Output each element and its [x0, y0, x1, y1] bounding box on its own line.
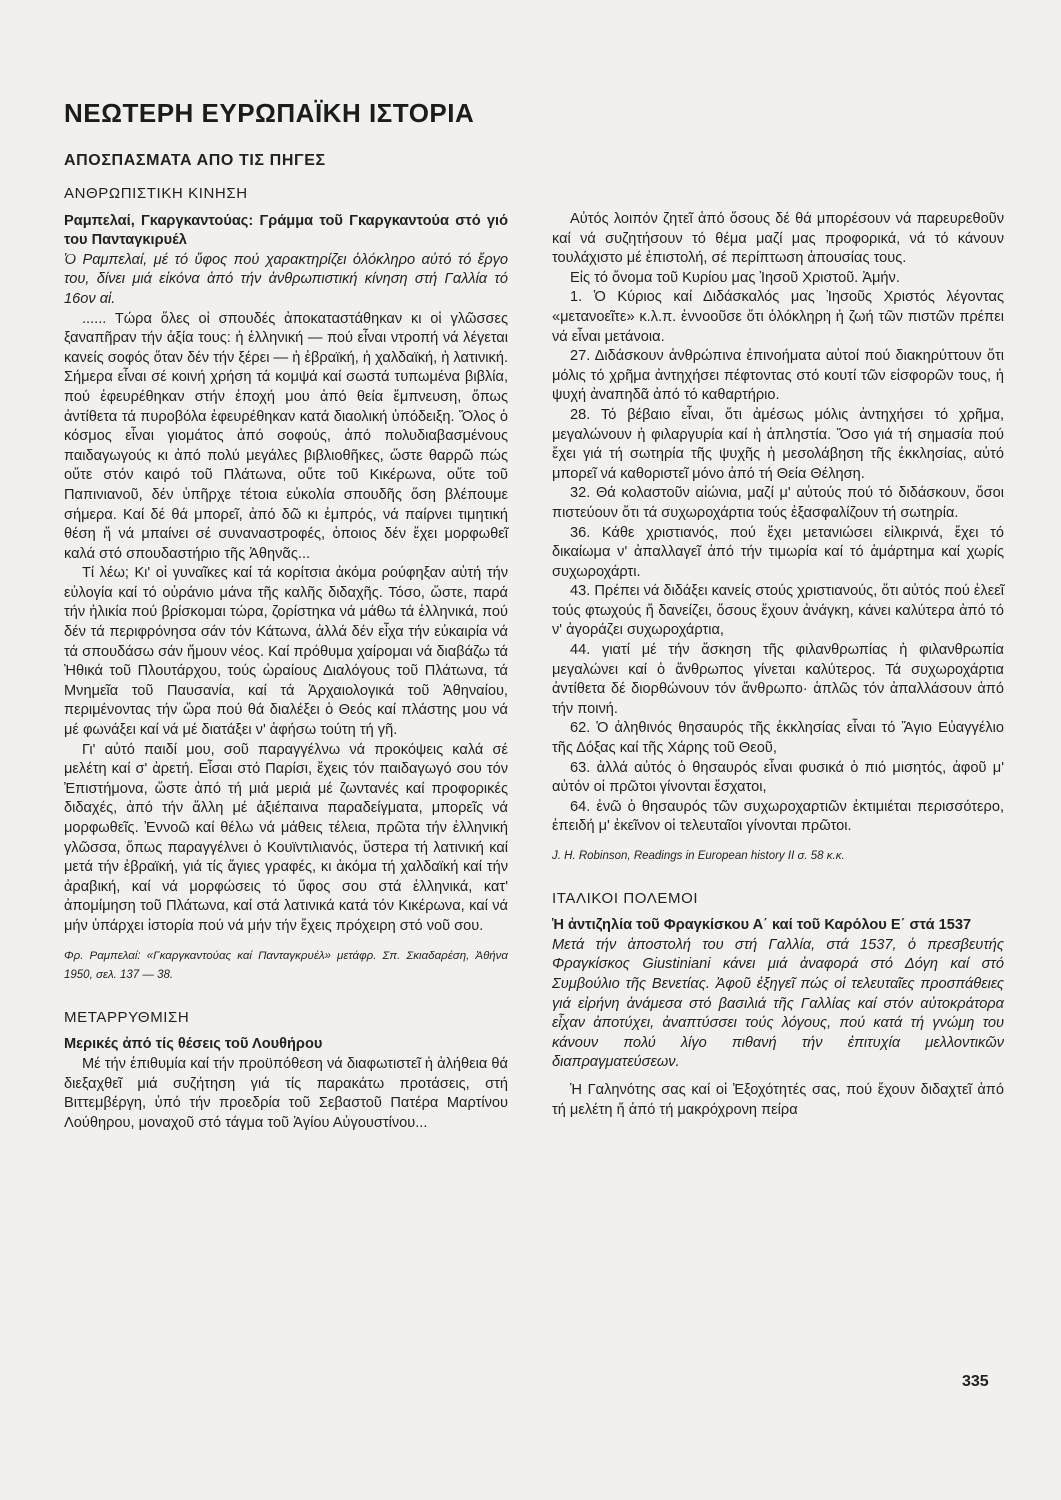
thesis-item: 43. Πρέπει νά διδάξει κανείς στούς χριστιανούς, ὅτι αὐτός πού ἐλεεῖ τούς φτωχούς ἤ δανείζει, ὅσους ἔχουν ἀνάγκη, κάνει καλύτερα ἀπό τό ν' ἀγοράζει συχωροχάρτια, — [552, 583, 1004, 639]
citation-robinson: J. H. Robinson, Readings in European history II σ. 58 κ.κ. — [552, 850, 845, 862]
left-column — [64, 184, 508, 1133]
thesis-item: 36. Κάθε χριστιανός, πού ἔχει μετανιώσει εἰλικρινά, ἔχει τό δικαίωμα ν' ἀπαλλαγεῖ ἀπό τήν τιμωρία καί τό ἁμάρτημα καί χωρίς συχωροχάρτι. — [552, 524, 1004, 580]
right-column — [552, 210, 1004, 1120]
spacer — [552, 1073, 1004, 1081]
source-intro-rabelais: Ὁ Ραμπελαί, μέ τό ὕφος πού χαρακτηρίζει ὁλόκληρο αὐτό τό ἔργο του, δίνει μιά εἰκόνα ἀπό τήν ἀνθρωπιστική κίνηση στή Γαλλία τό 16ον αἱ. — [64, 251, 508, 307]
paragraph: Γι' αὐτό παιδί μου, σοῦ παραγγέλνω νά προκόψεις καλά σέ μελέτη καί σ' ἀρετή. Εἶσαι στό Παρίσι, ἔχεις τόν παιδαγωγό σου τόν Ἐπιστήμονα, ὥστε ἀπό τή μιά μεριά μέ ζωντανές καί προφορικές διδαχές, ἀπό τήν ἄλλη μέ ἀξιέπαινα παραδείγματα, μπορεῖς νά μορφωθεῖς. Ἐννοῶ καί θέλω νά μάθεις τέλεια, πρῶτα τήν ἑλληνική γλῶσσα, ὅπως παραγγέλνει ὁ Κουϊντιλιανός, ὕστερα τή λατινική καί μετά τήν ἑβραϊκή, γιά τίς ἅγιες γραφές, κι ἀκόμα τή χαλδαϊκή καί τήν ἀραβική, καί νά μορφώσεις τό ὕφος σου στά ἑλληνικά, κατ' ἀπομίμηση τοῦ Πλάτωνα, καί στά λατινικά κατά τόν Κικέρωνα, καί νά μήν ὑπάρχει ἱστορία πού νά μήν τήν ἔχεις πρόχειρη στό νοῦ σου. — [64, 741, 508, 934]
thesis-item: 63. ἀλλά αὐτός ὁ θησαυρός εἶναι φυσικά ὁ πιό μισητός, ἀφοῦ μ' αὐτόν οἱ πρῶτοι γίνονται ἔσχατοι, — [552, 759, 1004, 796]
source-title-rabelais: Ραμπελαί, Γκαργκαντούας: Γράμμα τοῦ Γκαργκαντούα στό γιό του Πανταγκιρυέλ — [64, 212, 508, 249]
source-intro-giustiniani: Μετά τήν ἀποστολή του στή Γαλλία, στά 1537, ὁ πρεσβευτής Φραγκίσκος Giustiniani κάνει μιά ἀναφορά στό Δόγη καί στό Συμβούλιο τῆς Βενετίας. Ἀφοῦ ἐξηγεῖ πώς οἱ τελευταῖες προσπάθειες γιά εἰρήνη ἀνάμεσα στό βασιλιά τῆς Γαλλίας καί στόν αὐτοκράτορα εἶχαν ἀποτύχει, ἀναπτύσσει τούς λόγους, πού κατά τή γνώμη του κάνουν πολύ λίγο πιθανή τήν ἐπιτυχία μελλοντικῶν διαπραγματεύσεων. — [552, 936, 1004, 1071]
section-heading-italian-wars: ΙΤΑΛΙΚΟΙ ΠΟΛΕΜΟΙ — [552, 889, 699, 907]
thesis-item: 28. Τό βέβαιο εἶναι, ὅτι ἀμέσως μόλις ἀντηχήσει τό χρῆμα, μεγαλώνουν ἡ φιλαργυρία καί ἡ ἀπληστία. Ὅσο γιά τή σημασία πού ἔχει γιά τή σωτηρία τῆς ψυχῆς ἡ μεσολάβηση τῆς ἐκκλησίας, αὐτό μπορεῖ νά καθοριστεῖ μόνο ἀπό τή Θεία Θέληση. — [552, 406, 1004, 482]
thesis-item: 44. γιατί μέ τήν ἄσκηση τῆς φιλανθρωπίας ἡ φιλανθρωπία μεγαλώνει καί ὁ ἄνθρωπος γίνεται καλύτερος. Τά συχωροχάρτια ἀντίθετα δέ διορθώνουν τόν ἄνθρωπο· ἁπλῶς τόν ἀπαλλάσουν ἀπό τήν ποινή. — [552, 642, 1004, 717]
thesis-item: 1. Ὁ Κύριος καί Διδάσκαλός μας Ἰησοῦς Χριστός λέγοντας «μετανοεῖτε» κ.λ.π. ἐννοοῦσε ὅτι ὁλόκληρη ἡ ζωή τῶν πιστῶν πρέπει νά εἶναι μετάνοια. — [552, 289, 1004, 345]
citation-rabelais: Φρ. Ραμπελαί: «Γκαργκαντούας καί Πανταγκρυέλ» μετάφρ. Σπ. Σκιαδαρέση, Ἀθήνα 1950, σελ. 137 — 38. — [64, 949, 508, 982]
page-title: ΝΕΩΤΕΡΗ ΕΥΡΩΠΑΪΚΗ ΙΣΤΟΡΙΑ — [64, 98, 475, 128]
paragraph: Μέ τήν ἐπιθυμία καί τήν προϋπόθεση νά διαφωτιστεῖ ἡ ἀλήθεια θά διεξαχθεῖ μιά συζήτηση γιά τίς παρακάτω προτάσεις, στή Βιττεμβέργη, ὑπό τήν προεδρία τοῦ Σεβαστοῦ Πατέρα Μαρτίνου Λούθηρου, μοναχοῦ στό τάγμα τοῦ Ἁγίου Αὐγουστίνου... — [64, 1055, 508, 1131]
section-heading-reformation: ΜΕΤΑΡΡΥΘΜΙΣΗ — [64, 1008, 190, 1026]
paragraph: ...... Τώρα ὅλες οἱ σπουδές ἀποκαταστάθηκαν κι οἱ γλῶσσες ξαναπῆραν τήν ἀξία τους: ἡ ἑλληνική — πού εἶναι ντροπή νά λέγεται κανείς σοφός ὅταν δέν τήν ξέρει — ἡ ἑβραϊκή, ἡ χαλδαϊκή, ἡ λατινική. Σήμερα εἶναι σέ κοινή χρήση τά κομψά καί σωστά τυπωμένα βιβλία, πού ἐφευρέθηκαν στήν ἐποχή μου ἀπό θεία ἔμπνευση, ὅπως ἀντίθετα τά πυροβόλα ἐφευρέθηκαν κατά διαολική ὑπόδειξη. Ὅλος ὁ κόσμος εἶναι γιομάτος ἀπό σοφούς, ἀπό πολυδιαβασμένους παιδαγωγούς κι ἀπό πολύ μεγάλες βιβλιοθῆκες, ὥστε θαρρῶ πώς οὔτε στόν καιρό τοῦ Πλάτωνα, οὔτε τοῦ Κικέρωνα, οὔτε τοῦ Παπινιανοῦ, δέν ὑπῆρχε τέτοια εὐκολία σπουδῆς ὅση βλέπουμε σήμερα. Καί δέ θά μπορεῖ, ἀπό δῶ κι ἐμπρός, νά παίρνει τιμητική θέση ἤ νά μπαίνει σέ συναναστροφές, ὁποιος δέν ἔχει μορφωθεῖ καλά στό σπουδαστήριο τῆς Ἀθηνᾶς... — [64, 310, 508, 562]
paragraph: Εἰς τό ὄνομα τοῦ Κυρίου μας Ἰησοῦ Χριστοῦ. Ἀμήν. — [570, 269, 900, 286]
thesis-item: 64. ἐνῶ ὁ θησαυρός τῶν συχωροχαρτιῶν ἐκτιμιέται περισσότερο, ἐπειδή μ' ἐκεῖνον οἱ τελευταῖοι γίνονται πρῶτοι. — [552, 798, 1004, 835]
section-heading-humanism: ΑΝΘΡΩΠΙΣΤΙΚΗ ΚΙΝΗΣΗ — [64, 185, 248, 202]
thesis-item: 32. Θά κολαστοῦν αἰώνια, μαζί μ' αὐτούς πού τό διδάσκουν, ὅσοι πιστεύουν ὅτι τά συχωροχάρτια τούς ἐξασφαλίζουν τή σωτηρία. — [552, 485, 1004, 521]
source-title-francis-charles: Ἡ ἀντιζηλία τοῦ Φραγκίσκου Α΄ καί τοῦ Καρόλου Ε΄ στά 1537 — [552, 917, 972, 934]
thesis-item: 27. Διδάσκουν ἀνθρώπινα ἐπινοήματα αὐτοί πού διακηρύττουν ὅτι μόλις τό χρῆμα ἀντηχήσει πέφτοντας στό κουτί τῶν εἰσφορῶν τους, ἡ ψυχή ἀναπηδᾶ ἀπό τό καθαρτήριο. — [552, 348, 1004, 404]
paragraph: Ἡ Γαληνότης σας καί οἱ Ἐξοχότητές σας, πού ἔχουν διδαχτεῖ ἀπό τή μελέτη ἤ ἀπό τή μακρόχρονη πείρα — [552, 1081, 1004, 1118]
thesis-item: 62. Ὁ ἀληθινός θησαυρός τῆς ἐκκλησίας εἶναι τό Ἅγιο Εὐαγγέλιο τῆς Δόξας καί τῆς Χάρης τοῦ Θεοῦ, — [552, 720, 1004, 757]
page-subtitle: ΑΠΟΣΠΑΣΜΑΤΑ ΑΠΟ ΤΙΣ ΠΗΓΕΣ — [64, 152, 326, 169]
paragraph: Τί λέω; Κι' οἱ γυναῖκες καί τά κορίτσια ἀκόμα ρούφηξαν αὐτή τήν εὐλογία καί τό οὐράνιο μάνα τῆς καλῆς διδαχῆς. Τόσο, ὥστε, παρά τήν ἡλικία πού βρίσκομαι τώρα, ζορίστηκα νά μάθω τά ἑλληνικά, πού δέν τά περιφρόνησα σάν τόν Κάτωνα, ἀλλά δέν εἶχα τήν εὐκαιρία νά τά σπουδάσω σάν ἤμουν νέος. Καί πρόθυμα χαίρομαι νά διαβάζω τά Ἠθικά τοῦ Πλουτάρχου, τούς ὡραίους Διαλόγους τοῦ Πλάτωνα, τά Μνημεῖα τοῦ Παυσανία, καί τά Ἀρχαιολογικά τοῦ Ἀθηναίου, περιμένοντας τήν ὥρα πού θά διαλέξει ὁ Θεός καί πλάστης μου νά μέ φωνάξει καί νά μέ διατάξει ν' ἀφήσω τούτη τή γῆ. — [64, 565, 508, 739]
source-title-luther: Μερικές ἀπό τίς θέσεις τοῦ Λουθήρου — [64, 1036, 323, 1053]
page-number: 335 — [962, 1373, 989, 1390]
paragraph: Αὐτός λοιπόν ζητεῖ ἀπό ὅσους δέ θά μπορέσουν νά παρευρεθοῦν καί νά συζητήσουν τό θέμα μαζί μας προφορικά, νά τό κάνουν τουλάχιστο μέ ἐπιστολή, σέ περίπτωση ἀπουσίας τους. — [552, 211, 1004, 267]
